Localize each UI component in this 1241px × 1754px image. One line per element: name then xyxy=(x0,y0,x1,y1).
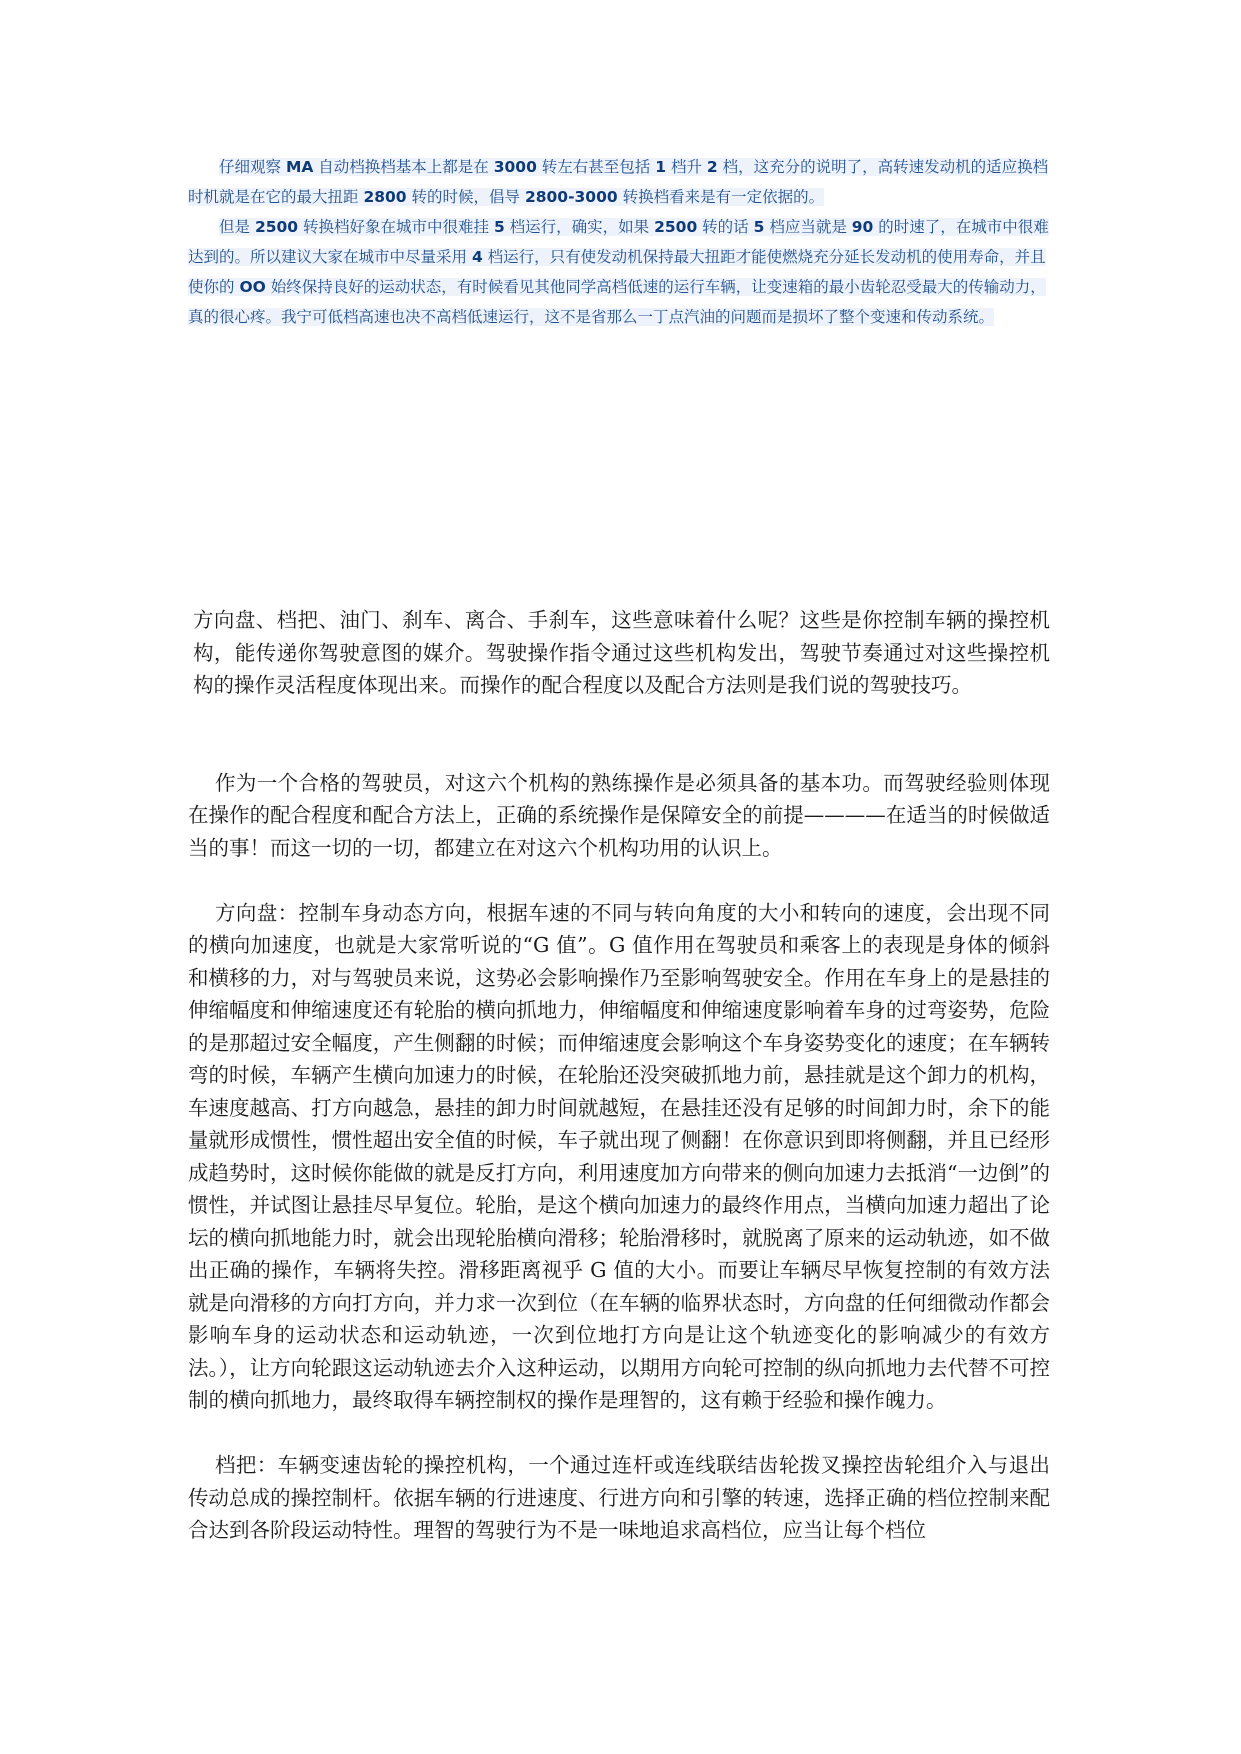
bold-number: 1 xyxy=(655,158,667,176)
bold-number: 2 xyxy=(706,158,718,176)
bold-number: OO xyxy=(239,278,266,296)
quote-paragraph-2 xyxy=(188,212,1050,332)
text-run: 但是 xyxy=(219,218,255,236)
bold-number: 3000 xyxy=(493,158,537,176)
bold-number: 5 xyxy=(493,218,505,236)
bold-number: 2800 xyxy=(363,188,407,206)
text-run: 仔细观察 xyxy=(219,158,286,176)
bold-number: 4 xyxy=(471,248,483,266)
text-run: 转左右甚至包括 xyxy=(536,158,656,176)
quoted-excerpt xyxy=(188,152,1050,332)
quote-highlight xyxy=(188,218,1049,326)
text-run: 转换档好象在城市中很难挂 xyxy=(298,218,494,236)
text-run: 转的话 xyxy=(697,218,754,236)
quote-highlight xyxy=(188,158,1048,206)
bold-number: 2500 xyxy=(254,218,299,236)
bold-number: 2800-3000 xyxy=(524,188,618,206)
paragraph-controls-intro: 方向盘、档把、油门、刹车、离合、手刹车，这些意味着什么呢？这些是你控制车辆的操控机构，能传递你驾驶意图的媒介。驾驶操作指令通过这些机构发出，驾驶节奏通过对这些操控机构的操作灵活程度体现出来。而操作的配合程度以及配合方法则是我们说的驾驶技巧。 xyxy=(193,608,1050,697)
text-run: 档应当就是 xyxy=(764,218,852,236)
bold-number: 2500 xyxy=(654,218,698,236)
paragraph-gear-lever: 档把：车辆变速齿轮的操控机构，一个通过连杆或连线联结齿轮拨叉操控齿轮组介入与退出传动总成的操控制杆。依据车辆的行进速度、行进方向和引擎的转速，选择正确的档位控制来配合达到各阶段运动特性。理智的驾驶行为不是一味地追求高档位，应当让每个档位 xyxy=(188,1453,1050,1542)
quote-paragraph-1 xyxy=(188,152,1050,212)
text-run: 档运行，确实，如果 xyxy=(504,218,655,236)
text-run: 始终保持良好的运动状态，有时候看见其他同学高档低速的运行车辆，让变速箱的最小齿轮忍受最大的传输动力，真的很心疼。我宁可低档高速也决不高档低速运行，这不是省那么一丁点汽油的问题而是损坏了整个变速和传动系统。 xyxy=(188,278,1046,326)
text-run: 自动档换档基本上都是在 xyxy=(313,158,494,176)
bold-number: 5 xyxy=(753,218,765,236)
text-run: 档，这充分的说明了，高转速发动机的适应换档时机就是在它的最大扭距 xyxy=(188,158,1049,206)
text-run: 档运行，只有使发动机保持最大扭距才能使燃烧充分延长发动机的使用寿命，并且使你的 xyxy=(188,248,1046,296)
article-body xyxy=(188,604,1050,1547)
text-run: 的时速了，在城市中很难达到的。所以建议大家在城市中尽量采用 xyxy=(188,218,1049,266)
bold-number: MA xyxy=(285,158,314,176)
paragraph-steering-wheel: 方向盘：控制车身动态方向，根据车速的不同与转向角度的大小和转向的速度，会出现不同的横向加速度，也就是大家常听说的“G 值”。G 值作用在驾驶员和乘客上的表现是身体的倾斜和横移的力，对与驾驶员来说，这势必会影响操作乃至影响驾驶安全。作用在车身上的是悬挂的伸缩幅度和伸缩速度还有轮胎的横向抓地力，伸缩幅度和伸缩速度影响着车身的过弯姿势，危险的是那超过安全幅度，产生侧翻的时候；而伸缩速度会影响这个车身姿势变化的速度；在车辆转弯的时候，车辆产生横向加速力的时候，在轮胎还没突破抓地力前，悬挂就是这个卸力的机构，车速度越高、打方向越急，悬挂的卸力时间就越短，在悬挂还没有足够的时间卸力时，余下的能量就形成惯性，惯性超出安全值的时候，车子就出现了侧翻！在你意识到即将侧翻，并且已经形成趋势时，这时候你能做的就是反打方向，利用速度加方向带来的侧向加速力去抵消“一边倒”的惯性，并试图让悬挂尽早复位。轮胎，是这个横向加速力的最终作用点，当横向加速力超出了论坛的横向抓地能力时，就会出现轮胎横向滑移；轮胎滑移时，就脱离了原来的运动轨迹，如不做出正确的操作，车辆将失控。滑移距离视乎 G 值的大小。而要让车辆尽早恢复控制的有效方法就是向滑移的方向打方向，并力求一次到位（在车辆的临界状态时，方向盘的任何细微动作都会影响车身的运动状态和运动轨迹，一次到位地打方向是让这个轨迹变化的影响减少的有效方法。），让方向轮跟这运动轨迹去介入这种运动，以期用方向轮可控制的纵向抓地力去代替不可控制的横向抓地力，最终取得车辆控制权的操作是理智的，这有赖于经验和操作魄力。 xyxy=(188,900,1050,1412)
text-run: 转换档看来是有一定依据的。 xyxy=(617,188,825,206)
text-run: 档升 xyxy=(666,158,707,176)
paragraph-driver-role: 作为一个合格的驾驶员，对这六个机构的熟练操作是必须具备的基本功。而驾驶经验则体现在操作的配合程度和配合方法上，正确的系统操作是保障安全的前提————在适当的时候做适当的事！而这一切的一切，都建立在对这六个机构功用的认识上。 xyxy=(188,770,1050,860)
bold-number: 90 xyxy=(851,218,874,236)
text-run: 转的时候，倡导 xyxy=(406,188,525,206)
